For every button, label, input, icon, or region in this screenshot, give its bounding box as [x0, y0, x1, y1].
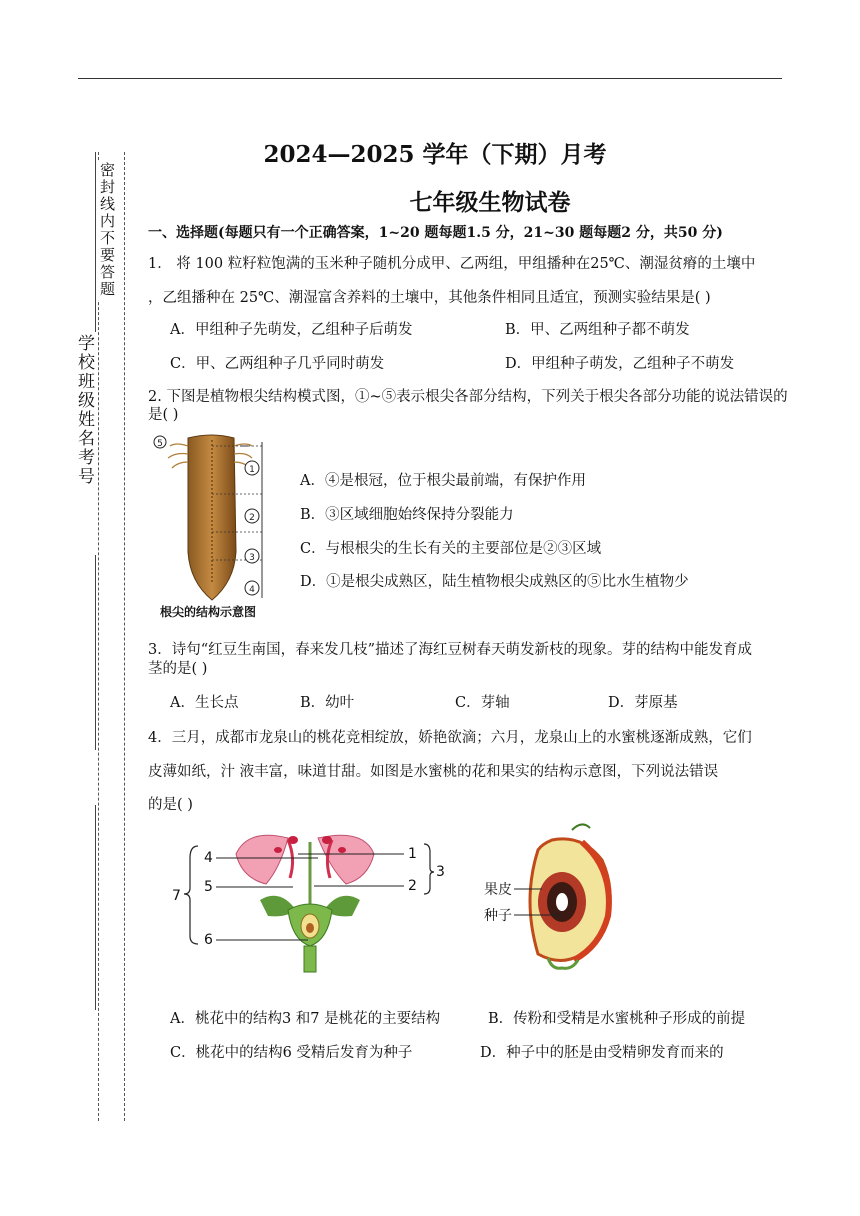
svg-text:果皮: 果皮: [484, 882, 512, 898]
q3-stem-line1: 3．诗句“红豆生南国，春来发几枝”描述了海红豆树春天萌发新枝的现象。芽的结构中能发育成: [148, 642, 753, 658]
svg-text:6: 6: [204, 932, 213, 948]
q1-option-b: B．甲、乙两组种子都不萌发: [505, 322, 690, 338]
svg-text:4: 4: [204, 850, 213, 866]
peach-flower-figure: [168, 828, 454, 978]
q4-stem-line2: 皮薄如纸，汁 液丰富，味道甘甜。如图是水蜜桃的花和果实的结构示意图，下列说法错误: [148, 764, 719, 780]
q3-option-d: D．芽原基: [608, 695, 678, 711]
q1-option-c: C．甲、乙两组种子几乎同时萌发: [170, 356, 385, 372]
q2-stem-line1: 2. 下图是植物根尖结构模式图，①~⑤表示根尖各部分结构，下列关于根尖各部分功能的说法错误的: [148, 389, 788, 405]
q2-option-c: C．与根根尖的生长有关的主要部位是②③区域: [300, 541, 602, 557]
svg-text:种子: 种子: [484, 908, 512, 924]
exam-title: 2024—2025 学年（下期）月考: [263, 141, 607, 168]
section-heading: 一、选择题(每题只有一个正确答案，1~20 题每题1.5 分，21~30 题每题2 分，共50 分): [148, 225, 723, 241]
svg-text:1: 1: [249, 465, 255, 475]
seal-line-notice: 密封线内不要答题: [98, 162, 116, 298]
binding-solid-line: [95, 152, 96, 332]
q2-option-a: A．④是根冠，位于根尖最前端，有保护作用: [300, 473, 586, 489]
q4-stem-line3: 的是( ): [148, 797, 193, 813]
q2-stem-line2: 是( ): [148, 407, 179, 423]
q2-option-d: D．①是根尖成熟区，陆生植物根尖成熟区的⑤比水生植物少: [300, 574, 689, 590]
q3-stem-line2: 茎的是( ): [148, 661, 208, 677]
svg-text:2: 2: [408, 878, 417, 894]
student-info-labels: 学校班级姓名考号: [74, 334, 94, 486]
q1-stem-line2: ，乙组播种在 25℃、潮湿富含养料的土壤中，其他条件相同且适宜，预测实验结果是( ): [148, 290, 711, 306]
q1-option-a: A．甲组种子先萌发，乙组种子后萌发: [170, 322, 413, 338]
q1-option-d: D．甲组种子萌发，乙组种子不萌发: [505, 356, 735, 372]
peach-fruit-figure: [482, 820, 622, 976]
svg-text:2: 2: [249, 513, 255, 523]
binding-solid-line: [95, 555, 96, 750]
q4-stem-line1: 4．三月，成都市龙泉山的桃花竞相绽放，娇艳欲滴；六月，龙泉山上的水蜜桃逐渐成熟，它们: [148, 730, 752, 746]
binding-solid-line: [95, 805, 96, 1010]
q4-option-c: C．桃花中的结构6 受精后发育为种子: [170, 1045, 413, 1061]
q4-option-a: A．桃花中的结构3 和7 是桃花的主要结构: [170, 1011, 441, 1027]
header-rule: [78, 78, 782, 79]
q3-option-a: A．生长点: [170, 695, 239, 711]
q3-option-c: C．芽轴: [455, 695, 510, 711]
svg-text:3: 3: [436, 864, 445, 880]
q4-option-d: D．种子中的胚是由受精卵发育而来的: [480, 1045, 724, 1061]
q1-stem-line1: 1． 将 100 粒籽粒饱满的玉米种子随机分成甲、乙两组，甲组播种在25℃、潮湿贫瘠的土壤中: [148, 256, 756, 272]
svg-text:3: 3: [249, 553, 255, 563]
root-tip-figure: [148, 432, 278, 622]
q3-option-b: B．幼叶: [300, 695, 355, 711]
svg-text:5: 5: [204, 879, 213, 895]
svg-text:4: 4: [249, 585, 255, 595]
svg-text:1: 1: [408, 846, 417, 862]
binding-dashed-line-outer: [124, 152, 125, 1121]
q2-option-b: B．③区域细胞始终保持分裂能力: [300, 507, 514, 523]
exam-subtitle: 七年级生物试卷: [409, 189, 571, 216]
q4-option-b: B．传粉和受精是水蜜桃种子形成的前提: [488, 1011, 746, 1027]
svg-text:7: 7: [172, 888, 181, 904]
svg-text:5: 5: [157, 439, 163, 449]
svg-text:根尖的结构示意图: 根尖的结构示意图: [159, 605, 257, 619]
